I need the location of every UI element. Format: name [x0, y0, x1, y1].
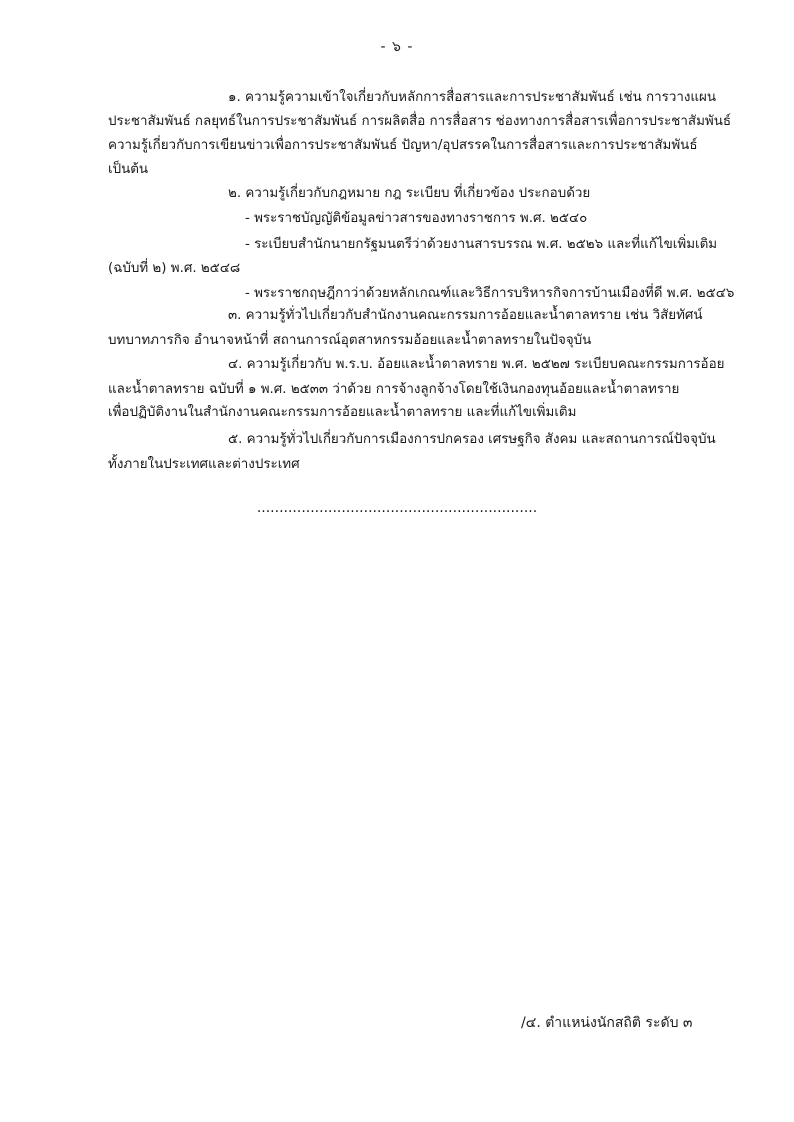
item-2-sub-2-line-1: - ระเบียบสำนักนายกรัฐมนตรีว่าด้วยงานสารบรรณ พ.ศ. ๒๕๒๖ และที่แก้ไขเพิ่มเติม: [245, 237, 718, 252]
item-5-line-2: ทั้งภายในประเทศและต่างประเทศ: [108, 457, 300, 472]
item-2-sub-3: - พระราชกฤษฎีกาว่าด้วยหลักเกณฑ์และวิธีการบริหารกิจการบ้านเมืองที่ดี พ.ศ. ๒๕๔๖: [245, 286, 735, 301]
item-4-line-3: เพื่อปฏิบัติงานในสำนักงานคณะกรรมการอ้อยและน้ำตาลทราย และที่แก้ไขเพิ่มเติม: [108, 405, 577, 420]
item-1-line-2: ประชาสัมพันธ์ กลยุทธ์ในการประชาสัมพันธ์ การผลิตสื่อ การสื่อสาร ช่องทางการสื่อสารเพื่อการประชาสัมพันธ์: [108, 114, 732, 129]
item-1-line-4: เป็นต้น: [108, 162, 149, 177]
item-4-line-1: ๔. ความรู้เกี่ยวกับ พ.ร.บ. อ้อยและน้ำตาลทราย พ.ศ. ๒๕๒๗ ระเบียบคณะกรรมการอ้อย: [228, 357, 725, 372]
item-4-line-2: และน้ำตาลทราย ฉบับที่ ๑ พ.ศ. ๒๕๓๓ ว่าด้วย การจ้างลูกจ้างโดยใช้เงินกองทุนอ้อยและน้ำตาลทราย: [108, 382, 680, 397]
item-5-line-1: ๕. ความรู้ทั่วไปเกี่ยวกับการเมืองการปกครอง เศรษฐกิจ สังคม และสถานการณ์ปัจจุบัน: [228, 432, 716, 447]
item-3-line-1: ๓. ความรู้ทั่วไปเกี่ยวกับสำนักงานคณะกรรมการอ้อยและน้ำตาลทราย เช่น วิสัยทัศน์: [228, 308, 703, 323]
item-2-sub-2-line-2: (ฉบับที่ ๒) พ.ศ. ๒๕๔๘: [108, 261, 241, 276]
page-number: - ๖ -: [380, 39, 414, 55]
section-separator: ...............................................................: [256, 500, 538, 516]
item-2-sub-1: - พระราชบัญญัติข้อมูลข่าวสารของทางราชการ พ.ศ. ๒๕๔๐: [245, 211, 588, 226]
item-1-line-3: ความรู้เกี่ยวกับการเขียนข่าวเพื่อการประชาสัมพันธ์ ปัญหา/อุปสรรคในการสื่อสารและการประชาสัมพันธ์: [108, 138, 698, 153]
item-2-line-1: ๒. ความรู้เกี่ยวกับกฎหมาย กฎ ระเบียบ ที่เกี่ยวข้อง ประกอบด้วย: [228, 186, 591, 201]
item-3-line-2: บทบาทภารกิจ อำนาจหน้าที่ สถานการณ์อุตสาหกรรมอ้อยและน้ำตาลทรายในปัจจุบัน: [108, 333, 592, 348]
item-1-line-1: ๑. ความรู้ความเข้าใจเกี่ยวกับหลักการสื่อสารและการประชาสัมพันธ์ เช่น การวางแผน: [228, 90, 717, 105]
continuation-footer: /๔. ตำแหน่งนักสถิติ ระดับ ๓: [521, 1015, 693, 1031]
